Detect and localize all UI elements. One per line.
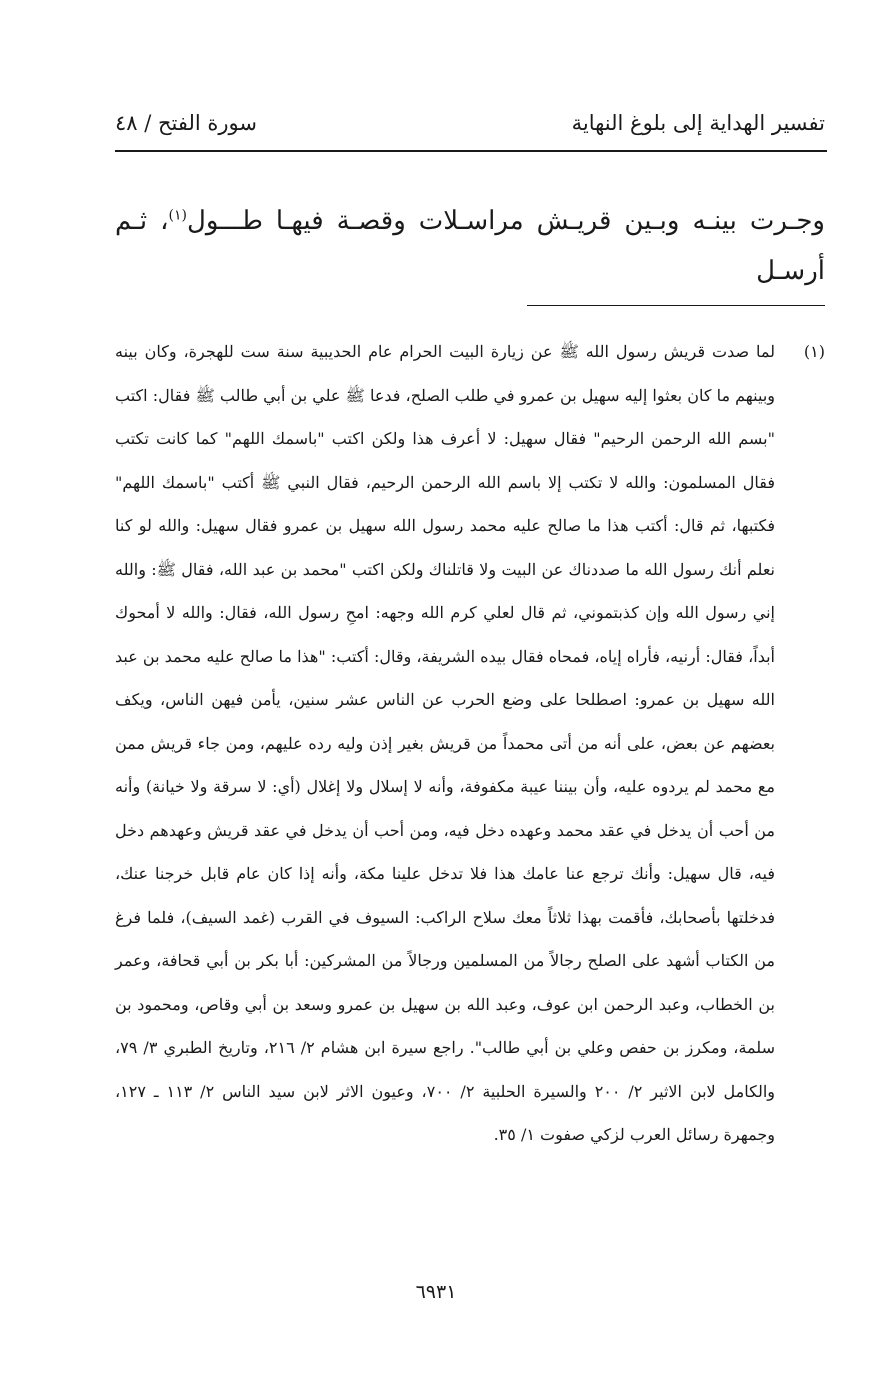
book-title: تفسير الهداية إلى بلوغ النهاية: [571, 111, 825, 135]
main-text: [115, 196, 825, 296]
header-divider: [115, 150, 827, 152]
page-number: ٦٩٣١: [415, 1281, 457, 1303]
surah-label: سورة الفتح / ٤٨: [115, 111, 257, 135]
main-text-after-ref: ، ثـم أرسـل: [115, 206, 825, 286]
main-text-before-ref: وجـرت بينـه وبـين قريـش مراسـلات وقصـة فيهـا طـــول: [187, 206, 825, 236]
footnote-divider: [527, 305, 825, 306]
footnote-text: لما صدت قريش رسول الله ﷺ عن زيارة البيت الحرام عام الحديبية سنة ست للهجرة، وكان بينه وبينهم ما كان بعثوا إليه سهيل بن عمرو في طلب الصلح، فدعا ﷺ علي بن أبي طالب ﷺ فقال: اكتب "بسم الله الرحمن الرحيم" فقال سهيل: لا أعرف هذا ولكن اكتب "باسمك اللهم" كما كانت تكتب فقال المسلمون: والله لا تكتب إلا باسم الله الرحمن الرحيم، فقال النبي ﷺ أكتب "باسمك اللهم" فكتبها، ثم قال: أكتب هذا ما صالح عليه محمد رسول الله سهيل بن عمرو فقال سهيل: والله لو كنا نعلم أنك رسول الله ما صددناك عن البيت ولا قاتلناك ولكن اكتب "محمد بن عبد الله، فقال ﷺ: والله إني رسول الله وإن كذبتموني، ثم قال لعلي كرم الله وجهه: امحِ رسول الله، فقال: والله لا أمحوك أبداً، فقال: أرنيه، فأراه إياه، فمحاه فقال بيده الشريفة، وقال: أكتب: "هذا ما صالح عليه محمد بن عبد الله سهيل بن عمرو: اصطلحا على وضع الحرب عن الناس عشر سنين، يأمن فيهن الناس، ويكف بعضهم عن بعض، على أنه من أتى محمداً من قريش بغير إذن وليه رده عليهم، ومن جاء قريش ممن مع محمد لم يردوه عليه، وأن بيننا عيبة مكفوفة، وأنه لا إسلال ولا إغلال (أي: لا سرقة ولا خيانة) وأنه من أحب أن يدخل في عقد محمد وعهده دخل فيه، ومن أحب أن يدخل في عقد قريش وعهدهم دخل فيه، قال سهيل: وأنك ترجع عنا عامك هذا فلا تدخل علينا مكة، وأنه إذا كان عام قابل خرجنا عنك، فدخلتها بأصحابك، فأقمت بهذا ثلاثاً معك سلاح الراكب: السيوف في القرب (غمد السيف)، فلما فرغ من الكتاب أشهد على الصلح رجالاً من المسلمين ورجالاً من المشركين: أبا بكر بن أبي قحافة، وعمر بن الخطاب، وعبد الرحمن ابن عوف، وعبد الله بن سهيل بن عمرو وسعد بن أبي وقاص، ومحمود بن سلمة، ومكرز بن حفص وعلي بن أبي طالب". راجع سيرة ابن هشام ٢/ ٢١٦، وتاريخ الطبري ٣/ ٧٩، والكامل لابن الاثير ٢/ ٢٠٠ والسيرة الحلبية ٢/ ٧٠٠، وعيون الاثر لابن سيد الناس ٢/ ١١٣ ـ ١٢٧، وجمهرة رسائل العرب لزكي صفوت ١/ ٣٥.: [115, 342, 776, 1144]
running-header: [115, 108, 825, 144]
footnote-marker: (١): [803, 342, 825, 361]
footnote-reference: (١): [168, 207, 188, 224]
